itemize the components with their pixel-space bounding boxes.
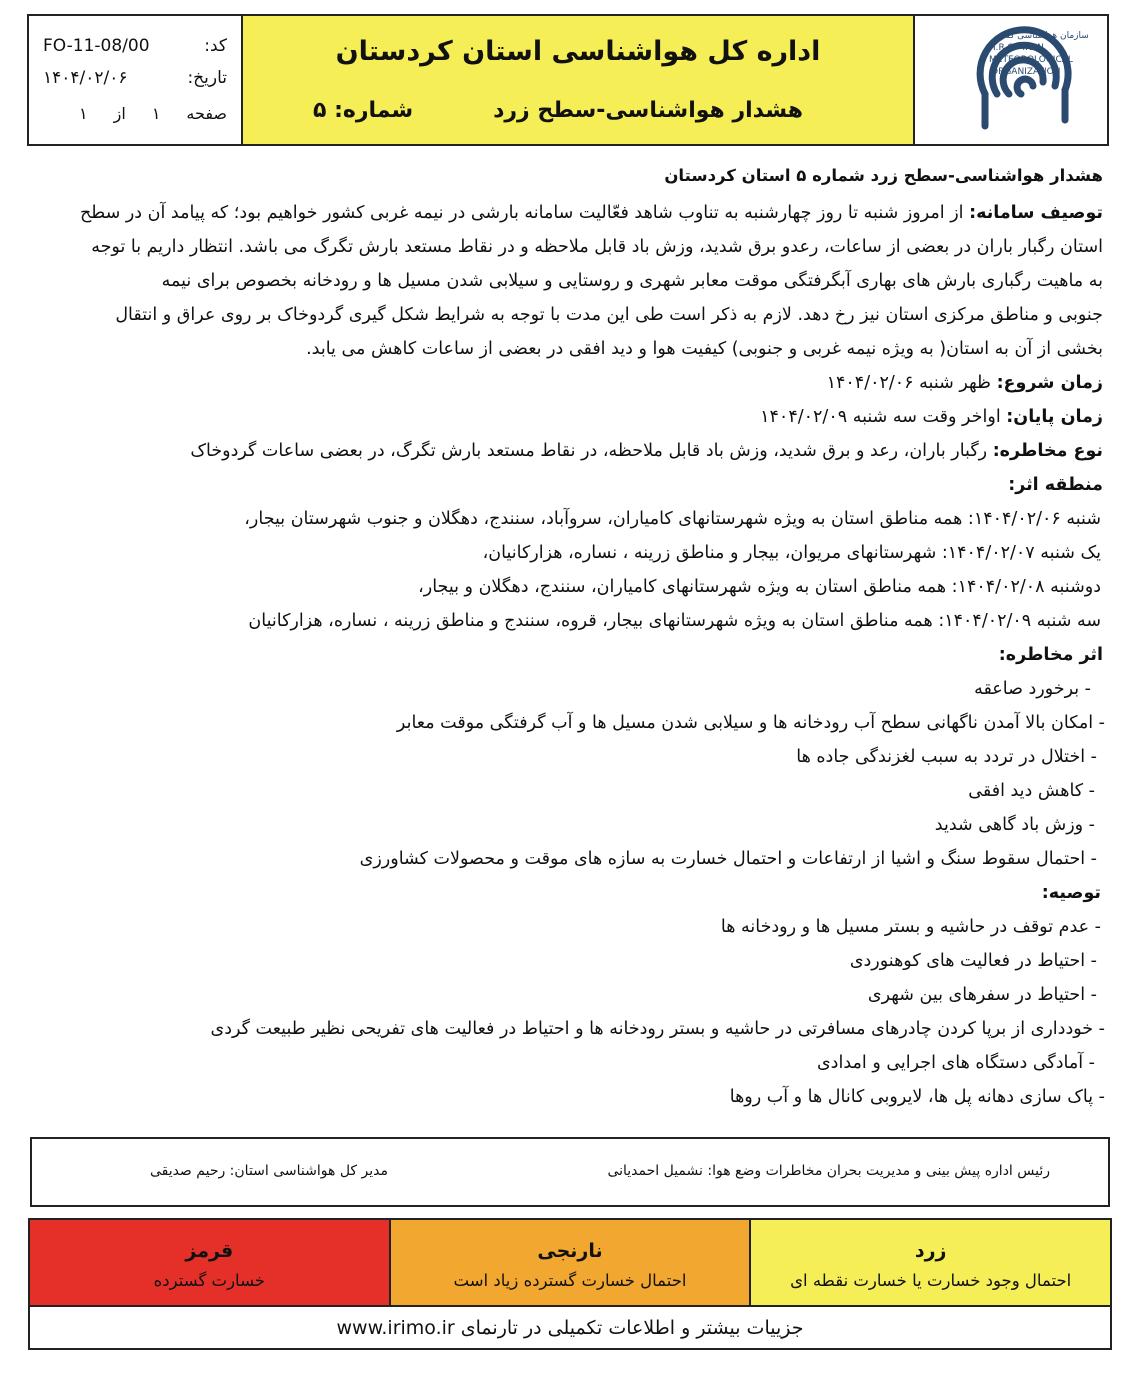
legend-orange xyxy=(391,1220,752,1305)
area-day-4: سه شنبه ۱۴۰۴/۰۲/۰۹: همه مناطق استان به ویژه شهرستانهای بیجار، قروه، سنندج و مناطق زرینه ، نساره، هزارکانیان xyxy=(248,611,1101,631)
effect-item: - اختلال در تردد به سبب لغزندگی جاده ها xyxy=(796,747,1097,767)
legend-yellow xyxy=(751,1220,1110,1305)
advice-label: توصیه: xyxy=(1041,883,1101,903)
advice-list xyxy=(30,910,1105,1114)
start-time xyxy=(30,366,1105,400)
warning-level-legend xyxy=(28,1218,1112,1350)
area-list xyxy=(30,502,1105,638)
code-label: کد: xyxy=(204,36,227,56)
area-label: منطقه اثر: xyxy=(1008,475,1103,495)
end-label: زمان پایان: xyxy=(1006,407,1103,427)
effects-list xyxy=(30,672,1105,876)
organization-logo xyxy=(915,16,1107,144)
date-value: ۱۴۰۴/۰۲/۰۶ xyxy=(43,68,128,88)
main-title: اداره کل هواشناسی استان کردستان xyxy=(335,36,821,67)
code-row xyxy=(43,30,227,62)
logo-line2: METEOROLOGICAL xyxy=(989,55,1073,65)
end-time xyxy=(30,400,1105,434)
end-value: اواخر وقت سه شنبه ۱۴۰۴/۰۲/۰۹ xyxy=(760,407,1001,427)
page-current: ۱ xyxy=(151,103,161,123)
legend-yellow-name: زرد xyxy=(914,1240,947,1262)
description-line-5: بخشی از آن به استان( به ویژه نیمه غربی و جنوبی) کیفیت هوا و دید افقی در بعضی از ساعات کاهش می یابد. xyxy=(306,339,1103,359)
code-value: FO-11-08/00 xyxy=(43,36,150,56)
hazard-type xyxy=(30,434,1105,468)
page-of: از xyxy=(113,103,126,123)
effect-item: - امکان بالا آمدن ناگهانی سطح آب رودخانه ها و سیلابی شدن مسیل ها و آب گرفتگی موقت معابر xyxy=(396,713,1105,733)
page-total: ۱ xyxy=(79,103,88,123)
legend-levels xyxy=(30,1220,1110,1305)
legend-orange-desc: احتمال خسارت گسترده زیاد است xyxy=(453,1271,687,1290)
description-line-1: از امروز شنبه تا روز چهارشنبه به تناوب شاهد فعّالیت سامانه بارشی در نیمه غربی کشور خواهیم بود؛ که پیامد آن در سطح xyxy=(79,203,964,223)
logo-persian-text: سازمان هواشناسی کشور xyxy=(993,31,1089,41)
hazard-type-value: رگبار باران، رعد و برق شدید، وزش باد قابل ملاحظه، در نقاط مستعد بارش تگرگ، در بعضی ساعات گردوخاک xyxy=(190,441,988,461)
warning-number: شماره: ۵ xyxy=(313,98,414,123)
description-line-2: استان رگبار باران در بعضی از ساعات، رعدو برق شدید، وزش باد قابل ملاحظه و در نقاط مستعد بارش تگرگ می باشد. انتظار داریم با توجه xyxy=(91,237,1103,257)
advice-item: - خودداری از برپا کردن چادرهای مسافرتی در حاشیه و بستر رودخانه ها و احتیاط در فعالیت های تفریحی نظیر طبیعت گردی xyxy=(210,1019,1105,1039)
warning-heading: هشدار هواشناسی-سطح زرد شماره ۵ استان کردستان xyxy=(664,166,1103,185)
effects-label: اثر مخاطره: xyxy=(998,645,1103,665)
date-label: تاریخ: xyxy=(187,68,227,88)
hazard-type-label: نوع مخاطره: xyxy=(992,441,1103,461)
advice-item: - پاک سازی دهانه پل ها، لایروبی کانال ها و آب روها xyxy=(729,1087,1105,1107)
description-line-3: به ماهیت رگباری بارش های بهاری آبگرفتگی موقت معابر شهری و روستایی و سیلابی شدن مسیل ها و رودخانه بخصوص برای نیمه xyxy=(161,271,1103,291)
start-label: زمان شروع: xyxy=(996,373,1103,393)
legend-orange-name: نارنجی xyxy=(537,1240,603,1262)
start-value: ظهر شنبه ۱۴۰۴/۰۲/۰۶ xyxy=(826,373,991,393)
area-day-2: یک شنبه ۱۴۰۴/۰۲/۰۷: شهرستانهای مریوان، بیجار و مناطق زرینه ، نساره، هزارکانیان، xyxy=(482,543,1101,563)
document-header xyxy=(27,14,1109,146)
effect-item: - احتمال سقوط سنگ و اشیا از ارتفاعات و احتمال خسارت به سازه های موقت و محصولات کشاورزی xyxy=(359,849,1097,869)
legend-red-name: قرمز xyxy=(185,1240,234,1262)
advice-item: - عدم توقف در حاشیه و بستر مسیل ها و رودخانه ها xyxy=(720,917,1101,937)
title-box xyxy=(243,16,915,144)
director-signature: مدیر کل هواشناسی استان: رحیم صدیقی xyxy=(149,1163,388,1179)
page-indicator xyxy=(43,94,227,132)
website-footer: جزییات بیشتر و اطلاعات تکمیلی در تارنمای www.irimo.ir xyxy=(30,1305,1110,1348)
legend-red-desc: خسارت گسترده xyxy=(153,1271,265,1290)
document-meta xyxy=(29,16,243,144)
advice-item: - آمادگی دستگاه های اجرایی و امدادی xyxy=(816,1053,1095,1073)
effect-item: - برخورد صاعقه xyxy=(974,679,1091,699)
legend-yellow-desc: احتمال وجود خسارت یا خسارت نقطه ای xyxy=(790,1271,1072,1290)
effect-item: - وزش باد گاهی شدید xyxy=(934,815,1095,835)
advice-item: - احتیاط در فعالیت های کوهنوردی xyxy=(849,951,1097,971)
area-day-3: دوشنبه ۱۴۰۴/۰۲/۰۸: همه مناطق استان به ویژه شهرستانهای کامیاران، سنندج، دهگلان و بیجار، xyxy=(418,577,1101,597)
area-day-1: شنبه ۱۴۰۴/۰۲/۰۶: همه مناطق استان به ویژه شهرستانهای کامیاران، سروآباد، سنندج، دهگلان و جنوب شهرستان بیجار، xyxy=(244,509,1101,529)
logo-line3: ORGANIZATION xyxy=(991,67,1061,77)
warning-body xyxy=(30,156,1105,1114)
signature-box xyxy=(30,1137,1110,1207)
legend-red xyxy=(30,1220,391,1305)
date-row xyxy=(43,62,227,94)
description-label: توصیف سامانه: xyxy=(969,203,1103,223)
page-label: صفحه xyxy=(186,103,227,123)
description-line-4: جنوبی و مناطق مرکزی استان نیز رخ دهد. لازم به ذکر است طی این مدت با توجه به شرایط شکل گیری گردوخاک بر روی عراق و انتقال xyxy=(115,305,1103,325)
system-description xyxy=(30,196,1105,366)
effect-item: - کاهش دید افقی xyxy=(968,781,1095,801)
irimo-spiral-logo-icon xyxy=(915,16,1105,144)
advice-item: - احتیاط در سفرهای بین شهری xyxy=(867,985,1097,1005)
forecast-head-signature: رئیس اداره پیش بینی و مدیریت بحران مخاطرات وضع هوا: نشمیل احمدیانی xyxy=(607,1163,1050,1179)
warning-level-title: هشدار هواشناسی-سطح زرد xyxy=(493,98,803,123)
logo-line1: I.R.OF IRAN xyxy=(993,43,1044,53)
